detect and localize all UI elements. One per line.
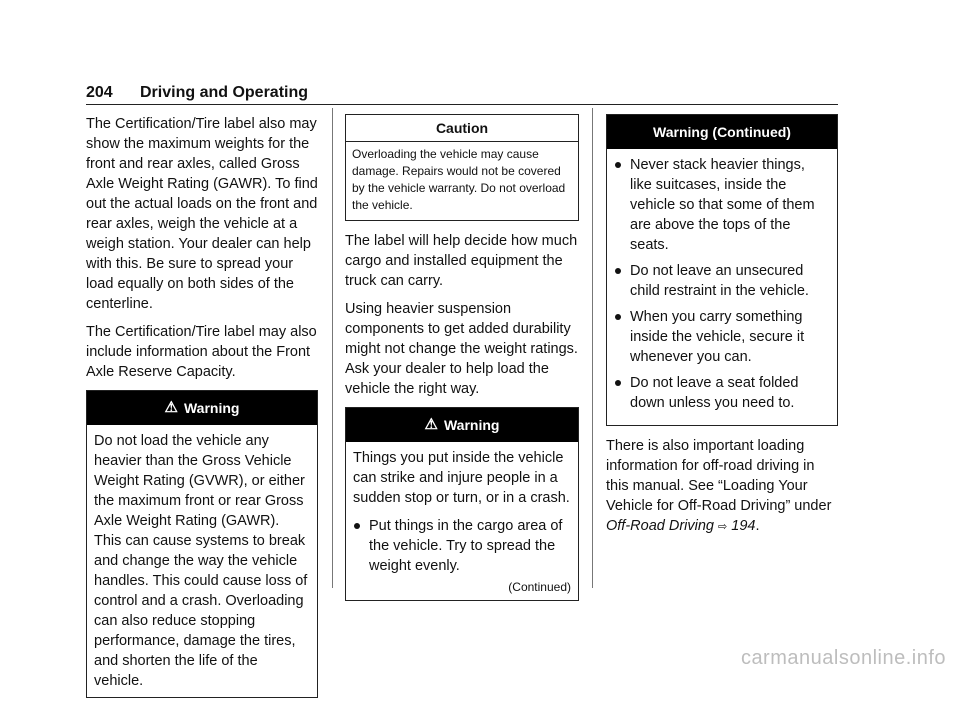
bullet-icon (615, 314, 621, 320)
warning-title: Warning (443, 417, 500, 433)
paragraph-offroad (606, 436, 838, 537)
warning-body (607, 149, 837, 425)
bullet-icon (615, 380, 621, 386)
warning-title: Warning (Continued) (653, 124, 791, 140)
list-item-text: Never stack heavier things, like suitcases, inside the vehicle so that some of them are above the tops of the seats. (630, 157, 815, 253)
paragraph-suspension: Using heavier suspension components to get added durability might not change the weight ratings. Ask your dealer to help load the vehicle the right way. (345, 301, 578, 397)
page-ref[interactable]: 194 (731, 518, 756, 534)
column-2 (345, 114, 579, 611)
warning-header (87, 391, 317, 425)
list-item-text: When you carry something inside the vehicle, secure it whenever you can. (630, 309, 805, 365)
column-1 (86, 114, 318, 708)
paragraph-text: There is also important loading information for off-road driving in this manual. See “Loading Your Vehicle for Off-Road Driving” under (606, 438, 832, 514)
list-item (614, 373, 830, 413)
watermark: carmanualsonline.info (740, 647, 946, 669)
list-item (614, 307, 830, 367)
section-title: Driving and Operating (140, 84, 309, 101)
caution-body: Overloading the vehicle may cause damage. Repairs would not be covered by the vehicle warranty. Do not overload the vehicle. (352, 147, 566, 212)
warning-box-continued (606, 114, 838, 426)
paragraph-end: . (755, 518, 760, 534)
paragraph-label-help: The label will help decide how much cargo and installed equipment the truck can carry. (345, 233, 578, 289)
column-divider-2 (592, 108, 593, 588)
caution-title: Caution (435, 120, 489, 136)
column-divider-1 (332, 108, 333, 588)
list-item (614, 261, 830, 301)
list-item (614, 155, 830, 255)
warning-title: Warning (183, 400, 240, 416)
offroad-link[interactable]: Off-Road Driving (606, 518, 714, 534)
page-number: 204 (86, 84, 113, 101)
bullet-icon (615, 162, 621, 168)
paragraph-front-axle-reserve: The Certification/Tire label may also include information about the Front Axle Reserve Capacity. (86, 324, 317, 380)
warning-icon: ⚠ (164, 399, 178, 416)
column-3 (606, 114, 838, 545)
list-item-text: Do not leave a seat folded down unless you need to. (630, 375, 799, 411)
page-ref-arrow-icon: ⇨ (718, 521, 728, 533)
warning-text: Things you put inside the vehicle can strike and injure people in a sudden stop or turn, or in a crash. (353, 450, 570, 506)
warning-body: Do not load the vehicle any heavier than the Gross Vehicle Weight Rating (GVWR), or either the maximum front or rear Gross Axle Weight Rating (GAWR). This can cause systems to break and change the way the vehicle handles. This could cause loss of control and a crash. Overloading can also reduce stopping performance, damage the tires, and shorten the life of the vehicle. (94, 433, 308, 689)
paragraph-gawr: The Certification/Tire label also may show the maximum weights for the front and rear axles, called Gross Axle Weight Rating (GAWR). To find out the actual loads on the front and rear axles, weigh the vehicle at a weigh station. Your dealer can help with this. Be sure to spread your load equally on both sides of the centerline. (86, 116, 318, 312)
warning-body (346, 442, 578, 600)
bullet-icon (615, 268, 621, 274)
page-header (86, 84, 838, 105)
bullet-icon (354, 523, 360, 529)
caution-box (345, 114, 579, 221)
warning-header (607, 115, 837, 149)
list-item-text: Do not leave an unsecured child restraint in the vehicle. (630, 263, 809, 299)
list-item (353, 516, 571, 576)
warning-box-cargo (345, 407, 579, 601)
warning-box-load (86, 390, 318, 698)
list-item-text: Put things in the cargo area of the vehicle. Try to spread the weight evenly. (369, 518, 563, 574)
warning-header (346, 408, 578, 442)
warning-icon: ⚠ (424, 416, 438, 433)
continued-label: (Continued) (508, 580, 571, 594)
caution-header (346, 115, 578, 142)
